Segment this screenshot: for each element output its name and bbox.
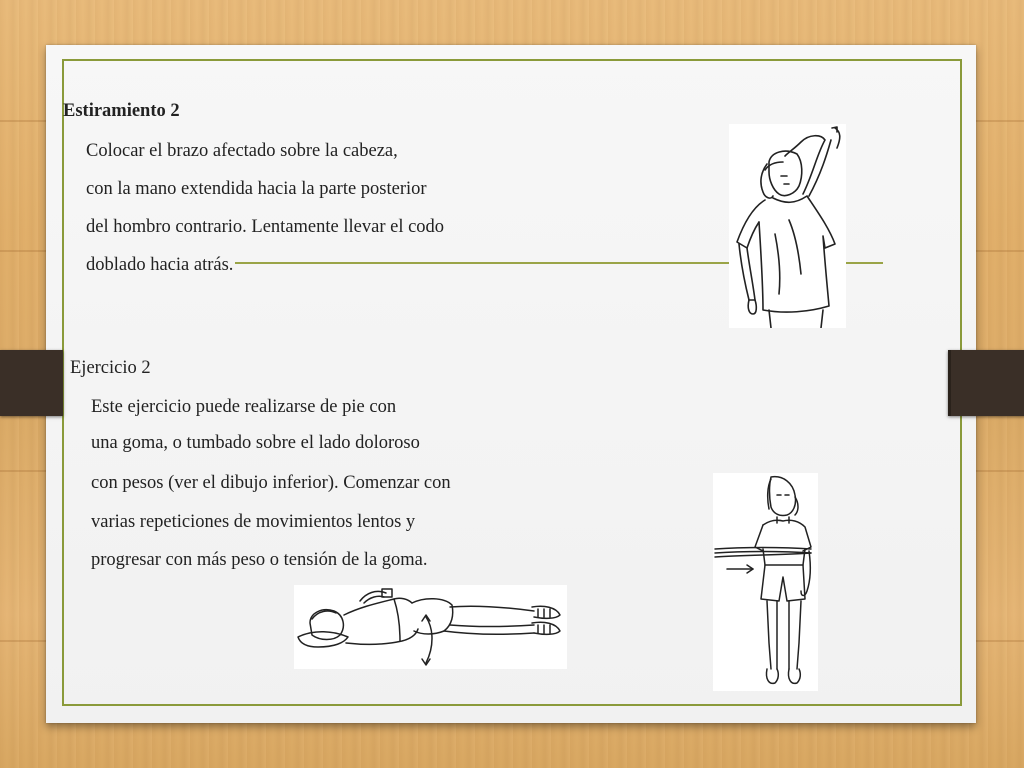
section2-line-2: una goma, o tumbado sobre el lado doloroso: [91, 433, 420, 453]
lying-exercise-illustration: [294, 585, 567, 669]
stretch-illustration: [729, 124, 846, 328]
section1-line-1: Colocar el brazo afectado sobre la cabeza,: [86, 141, 398, 161]
section1-line-4: doblado hacia atrás.: [86, 255, 234, 275]
section2-line-3: con pesos (ver el dibujo inferior). Comenzar con: [91, 473, 451, 493]
section2-line-4: varias repeticiones de movimientos lentos y: [91, 512, 416, 532]
section2-heading: Ejercicio 2: [70, 358, 151, 378]
section2-line-1: Este ejercicio puede realizarse de pie con: [91, 397, 397, 417]
section1-line-2: con la mano extendida hacia la parte posterior: [86, 179, 427, 199]
section2-line-5: progresar con más peso o tensión de la goma.: [91, 550, 428, 570]
right-tab-decoration: [948, 350, 1024, 416]
band-exercise-illustration: [713, 473, 818, 691]
section1-heading: Estiramiento 2: [63, 101, 180, 121]
left-tab-decoration: [0, 350, 63, 416]
section1-line-3: del hombro contrario. Lentamente llevar el codo: [86, 217, 445, 237]
